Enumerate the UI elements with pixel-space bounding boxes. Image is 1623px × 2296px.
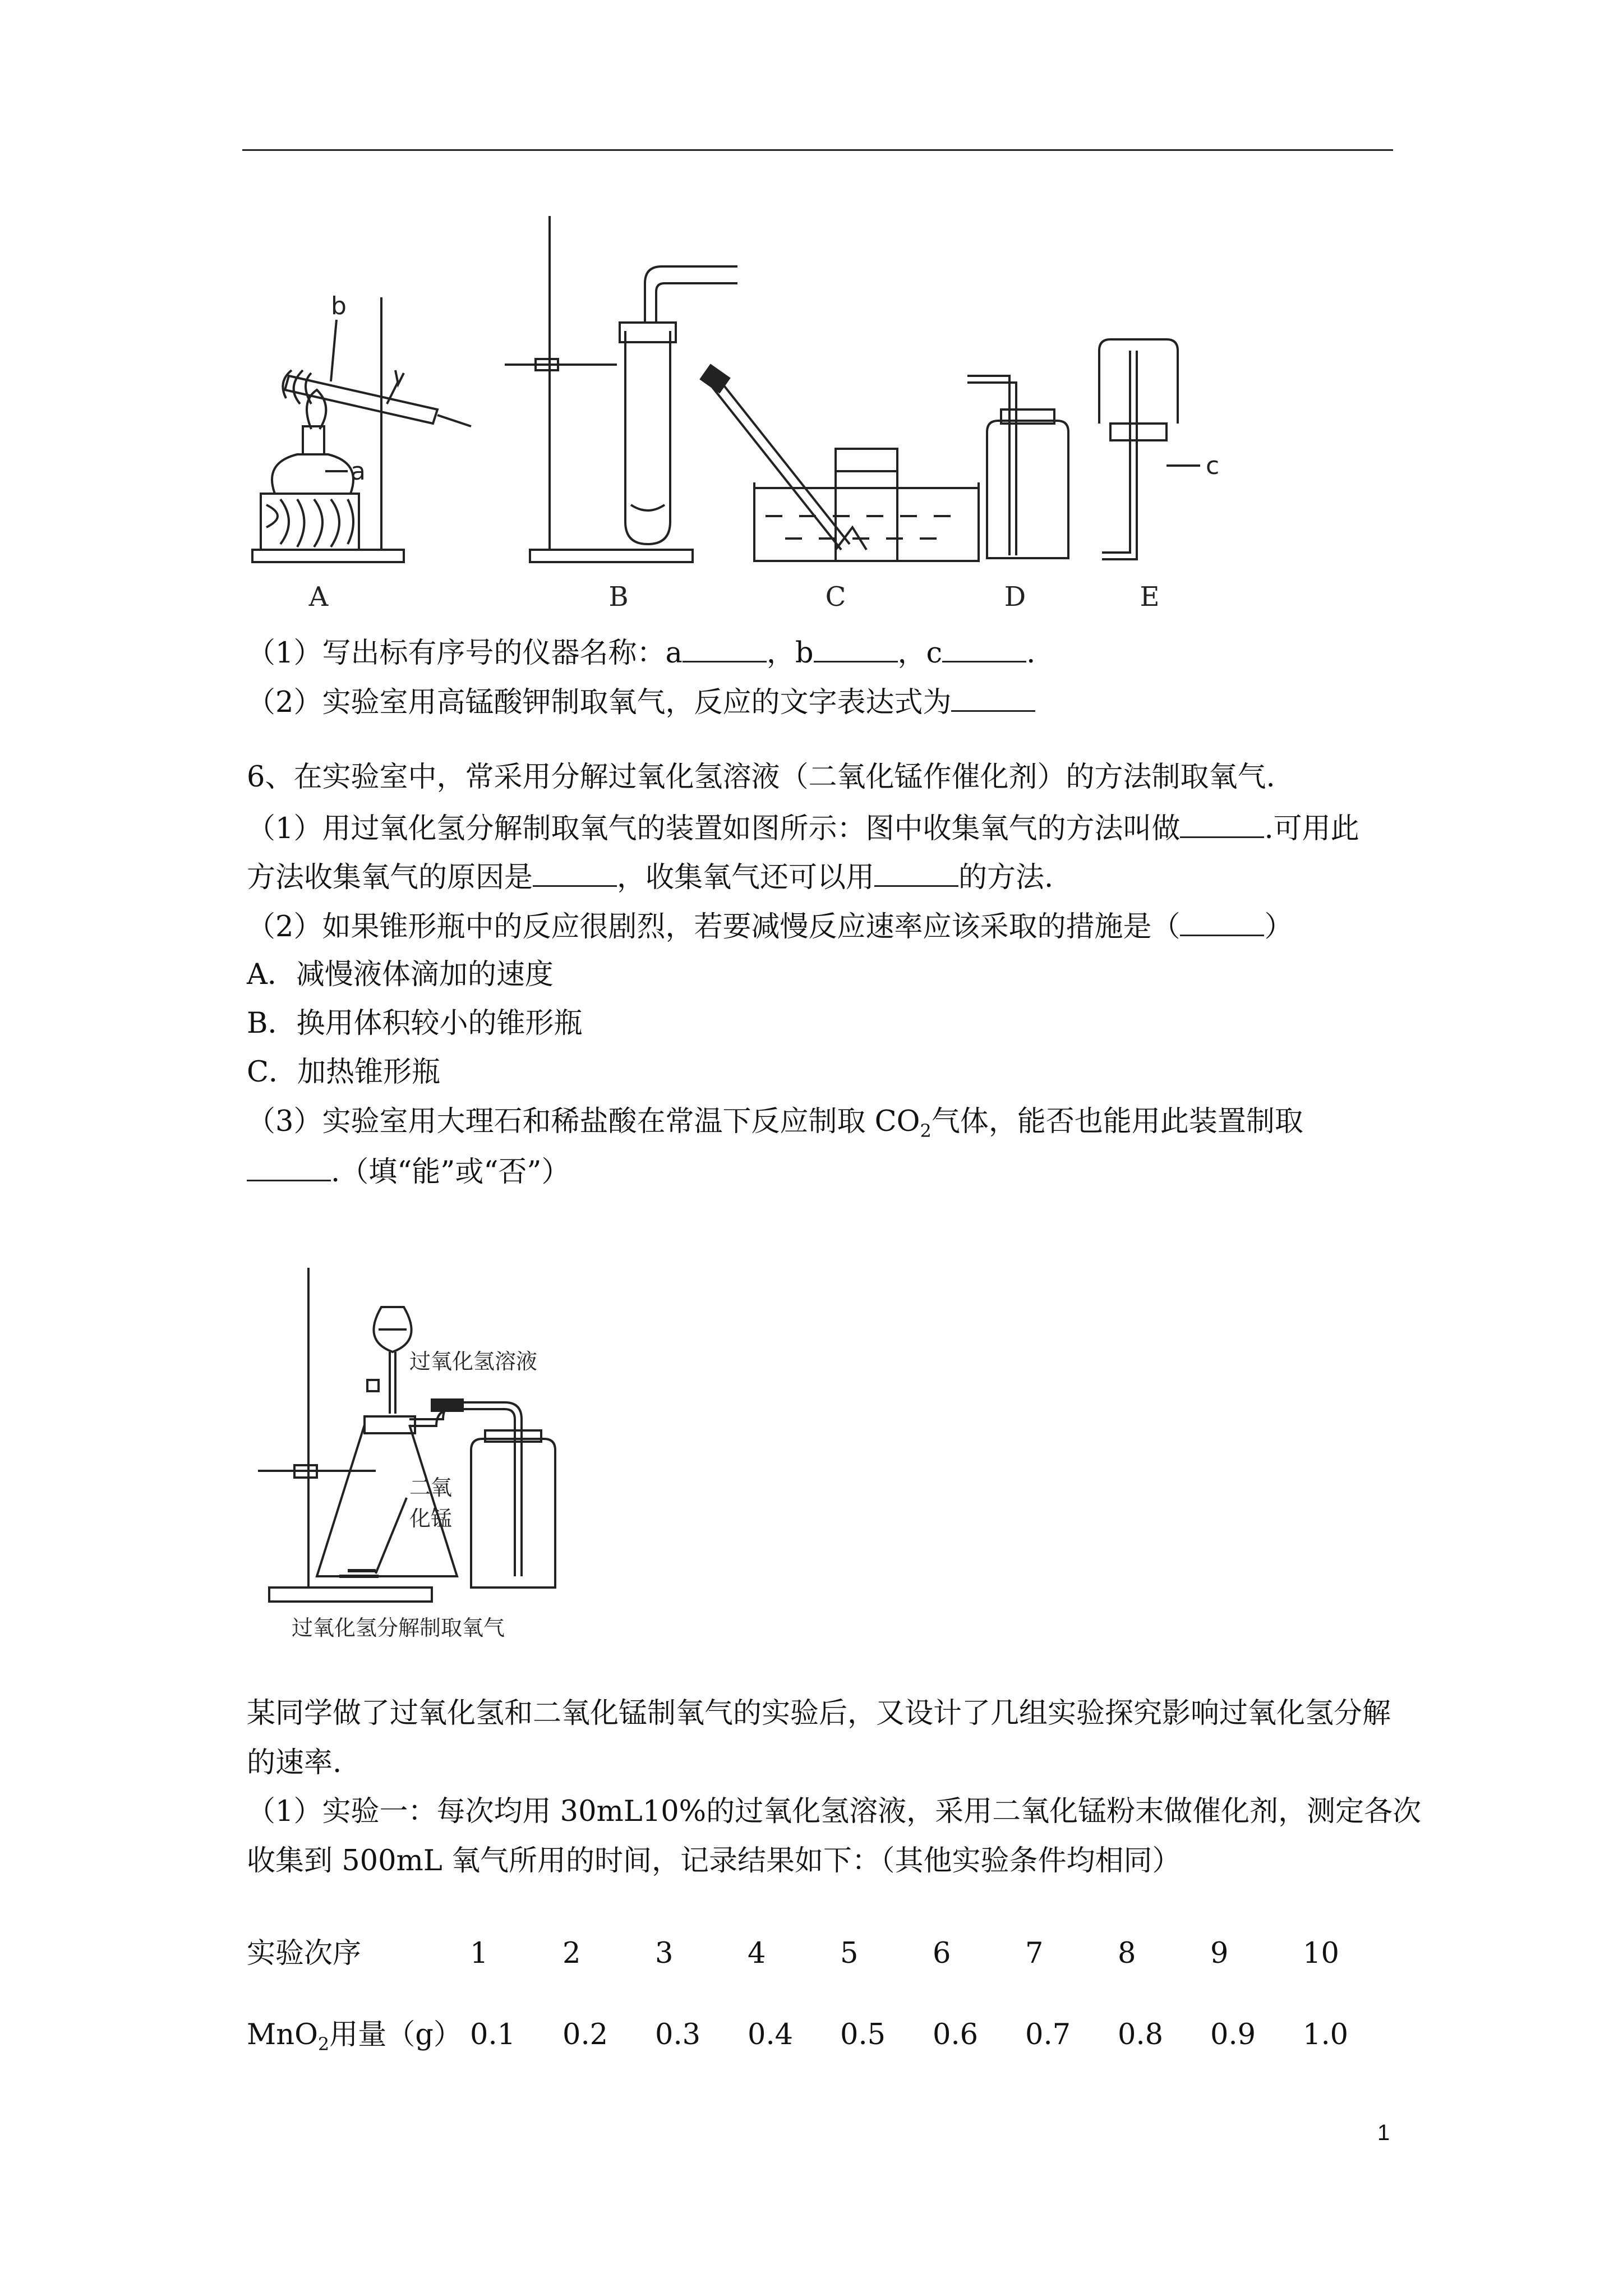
label-a: A <box>308 581 329 613</box>
table-cell: 0.7 <box>1025 2018 1071 2051</box>
stand-base <box>269 1588 432 1602</box>
table-cell: 0.5 <box>840 2018 886 2051</box>
apparatus-figure-a-to-e <box>213 202 1290 628</box>
stand-base-a <box>252 550 404 562</box>
label-mno2-line1: 二氧 <box>409 1475 453 1500</box>
callout-a: a <box>351 457 366 486</box>
option-b: B．换用体积较小的锥形瓶 <box>247 1007 583 1040</box>
table-cell: 5 <box>840 1937 859 1970</box>
conical-flask <box>317 1425 457 1576</box>
answer-blank-reason[interactable] <box>533 859 617 887</box>
gas-bottle-d <box>987 421 1068 558</box>
header-rule <box>242 149 1393 151</box>
callout-line-b <box>331 320 336 381</box>
table-cell: 6 <box>933 1937 951 1970</box>
q6-part1-line2: 方法收集氧气的原因是 ，收集氧气还可以用 的方法. <box>247 859 1053 895</box>
stand-base-b <box>530 550 693 562</box>
table-cell: 3 <box>655 1937 674 1970</box>
study-line2: 的速率. <box>247 1746 342 1779</box>
table-cell: 9 <box>1210 1937 1229 1970</box>
table-cell: 0.8 <box>1118 2018 1164 2051</box>
answer-blank-expression[interactable] <box>951 684 1035 712</box>
test-tube-b <box>625 331 670 544</box>
table-row2-header: MnO$_2$用量（g） <box>247 2018 462 2055</box>
gas-bottle-e <box>1099 339 1178 424</box>
table-cell: 0.4 <box>748 2018 794 2051</box>
table-cell: 10 <box>1303 1937 1339 1970</box>
table-cell: 1.0 <box>1303 2018 1349 2051</box>
label-c: C <box>825 581 846 613</box>
gas-collecting-jar-c <box>836 449 897 561</box>
table-cell: 0.2 <box>562 2018 608 2051</box>
table-cell: 0.3 <box>655 2018 701 2051</box>
experiment1-line1: （1）实验一：每次均用 30mL10%的过氧化氢溶液，采用二氧化锰粉末做催化剂，测定各次 <box>247 1795 1422 1828</box>
q6-part2: （2）如果锥形瓶中的反应很剧烈，若要减慢反应速率应该采取的措施是（ ） <box>247 909 1293 944</box>
table-cell: 8 <box>1118 1937 1136 1970</box>
label-b: B <box>608 581 629 613</box>
answer-blank-collect-method[interactable] <box>1180 811 1264 838</box>
page-number: 1 <box>1377 2120 1390 2145</box>
q6-part1-line1: （1）用过氧化氢分解制取氧气的装置如图所示：图中收集氧气的方法叫做 .可用此 <box>247 811 1359 846</box>
label-solution: 过氧化氢溶液 <box>409 1349 538 1374</box>
q5-part2: （2）实验室用高锰酸钾制取氧气，反应的文字表达式为 <box>247 684 1035 720</box>
hydrogen-peroxide-apparatus-figure <box>247 1257 594 1677</box>
delivery-tube-c <box>712 381 850 550</box>
table-cell: 7 <box>1025 1937 1044 1970</box>
option-a: A．减慢液体滴加的速度 <box>247 958 554 991</box>
q6-part3-line1: （3）实验室用大理石和稀盐酸在常温下反应制取 $CO_2$气体，能否也能用此装置制取 <box>247 1105 1303 1142</box>
table-row1-header: 实验次序 <box>247 1937 362 1970</box>
q5-part1: （1）写出标有序号的仪器名称：a ，b ，c . <box>247 635 1035 670</box>
q6-part3-line2: .（填“能”或“否”） <box>247 1154 570 1189</box>
alcohol-lamp <box>272 454 353 494</box>
label-e: E <box>1140 581 1160 613</box>
answer-blank-a[interactable] <box>683 635 767 662</box>
answer-blank-yes-no[interactable] <box>247 1154 331 1181</box>
answer-blank-alt-method[interactable] <box>874 859 958 887</box>
callout-b: b <box>331 292 347 320</box>
table-cell: 1 <box>470 1937 488 1970</box>
table-cell: 4 <box>748 1937 766 1970</box>
label-d: D <box>1004 581 1026 613</box>
label-mno2-line2: 化锰 <box>409 1506 453 1531</box>
table-cell: 0.1 <box>470 2018 516 2051</box>
table-cell: 0.6 <box>933 2018 979 2051</box>
lamp-wick-holder <box>303 426 324 454</box>
collecting-bottle <box>471 1439 555 1588</box>
experiment1-line2: 收集到 500mL 氧气所用的时间，记录结果如下：（其他实验条件均相同） <box>247 1844 1181 1878</box>
study-line1: 某同学做了过氧化氢和二氧化锰制氧气的实验后，又设计了几组实验探究影响过氧化氢分解 <box>247 1697 1391 1730</box>
callout-c: c <box>1206 452 1220 480</box>
q6-title: 6、在实验室中，常采用分解过氧化氢溶液（二氧化锰作催化剂）的方法制取氧气. <box>247 761 1275 794</box>
option-c: C．加热锥形瓶 <box>247 1056 441 1089</box>
table-cell: 0.9 <box>1210 2018 1256 2051</box>
answer-blank-b[interactable] <box>814 635 898 662</box>
answer-blank-choice[interactable] <box>1180 909 1264 936</box>
figure-caption: 过氧化氢分解制取氧气 <box>292 1616 505 1640</box>
table-cell: 2 <box>562 1937 581 1970</box>
answer-blank-c[interactable] <box>942 635 1026 662</box>
